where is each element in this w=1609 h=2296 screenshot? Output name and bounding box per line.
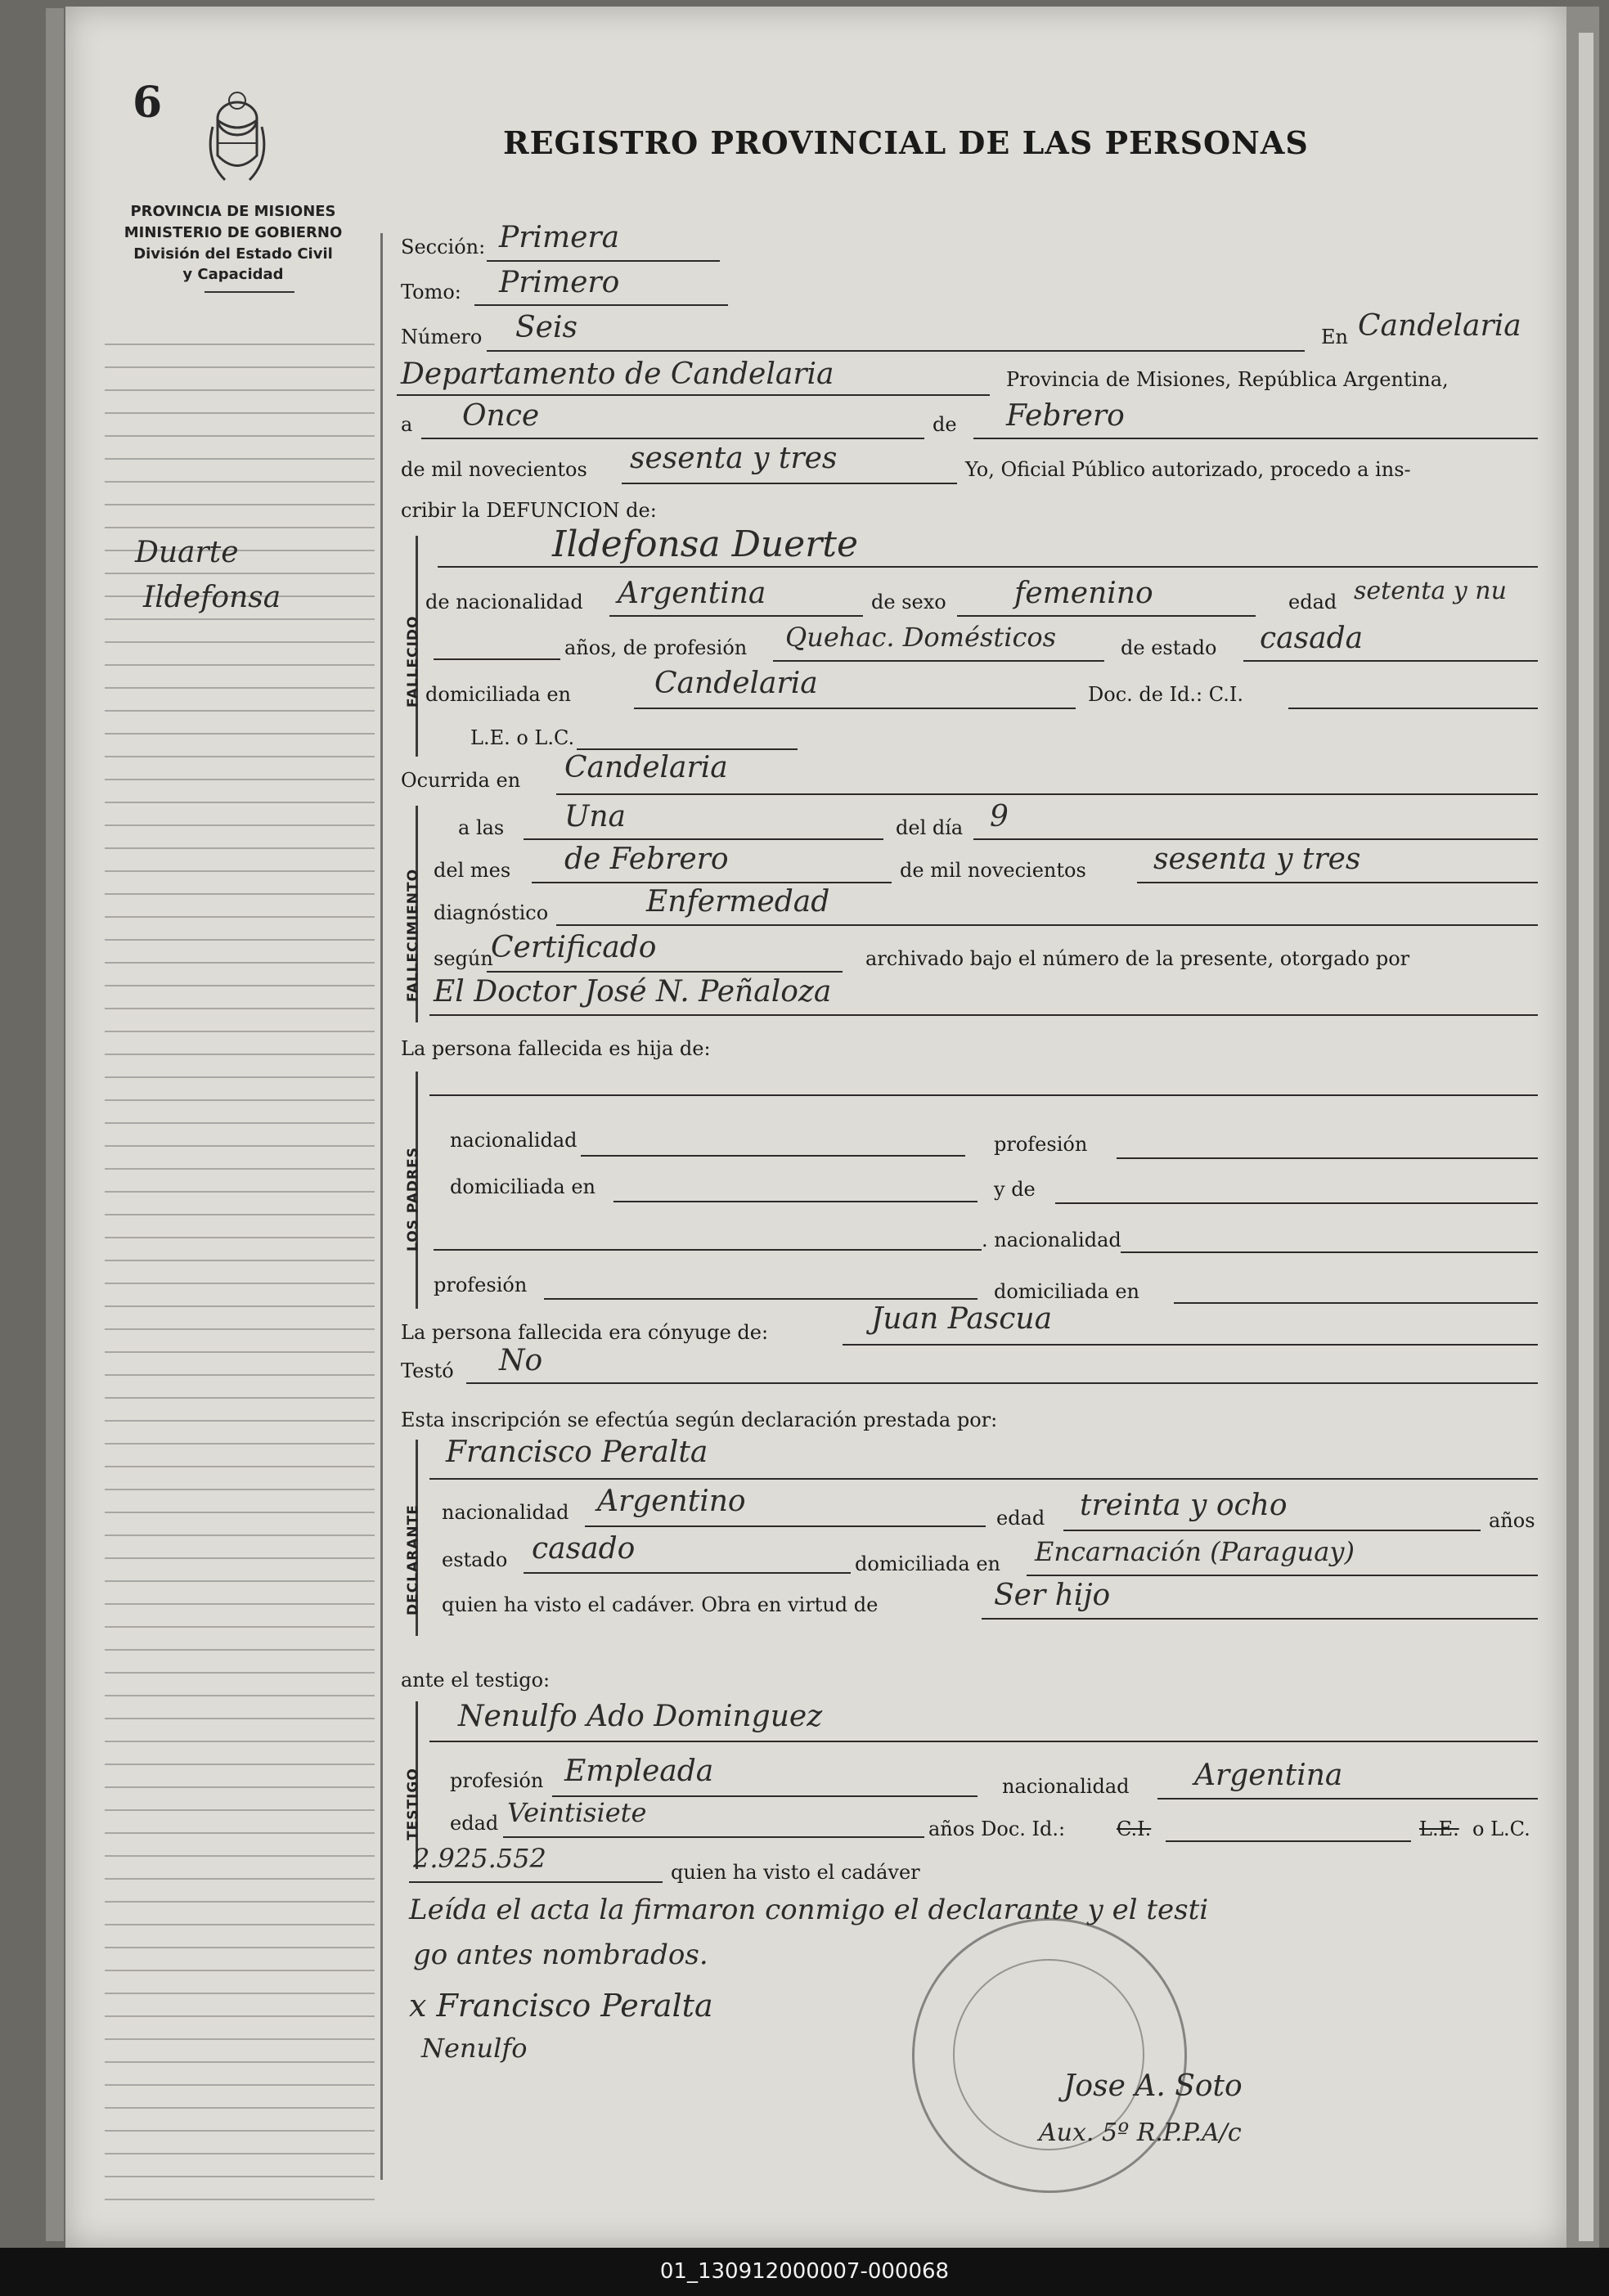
- d-nacionalidad-label: nacionalidad: [442, 1501, 569, 1524]
- margin-ruled-line: [105, 1328, 375, 1330]
- segun-value: Certificado: [491, 931, 657, 964]
- anio-fallecimiento-line: [1137, 882, 1538, 883]
- margin-ruled-line: [105, 1374, 375, 1376]
- margin-ruled-line: [105, 1809, 375, 1811]
- mil-novecientos-label: de mil novecientos: [401, 458, 587, 481]
- margin-ruled-line: [105, 824, 375, 826]
- t-edad-label: edad: [450, 1812, 499, 1835]
- declarante-value: Francisco Peralta: [446, 1436, 708, 1469]
- header-divider: [204, 291, 294, 293]
- margin-ruled-line: [105, 366, 375, 368]
- padre-nacionalidad-label: nacionalidad: [450, 1129, 578, 1152]
- margin-ruled-line: [105, 2199, 375, 2200]
- margin-ruled-line: [105, 2107, 375, 2109]
- firma-oficial: Jose A. Soto: [1063, 2069, 1243, 2103]
- seccion-line: [487, 260, 720, 262]
- margin-ruled-line: [105, 1031, 375, 1032]
- margin-ruled-line: [105, 1466, 375, 1467]
- margin-ruled-line: [105, 1008, 375, 1009]
- t-profesion-value: Empleada: [564, 1755, 714, 1788]
- margin-ruled-line: [105, 1076, 375, 1078]
- padre-profesion-label: profesión: [994, 1133, 1088, 1156]
- segun-label: según: [434, 947, 493, 970]
- ocurrida-value: Candelaria: [564, 751, 728, 784]
- t-cadaver-label: quien ha visto el cadáver: [671, 1861, 920, 1884]
- d-estado-label: estado: [442, 1548, 508, 1571]
- cierre-line1: Leída el acta la firmaron conmigo el declarante y el testi: [409, 1894, 1209, 1926]
- margin-ruled-line: [105, 1855, 375, 1857]
- mes-fallecimiento-value: de Febrero: [564, 842, 729, 876]
- margin-ruled-line: [105, 1603, 375, 1605]
- departamento-line: [397, 394, 990, 396]
- image-id-footer: 01_130912000007-000068: [0, 2248, 1609, 2296]
- testigo-value: Nenulfo Ado Dominguez: [458, 1700, 823, 1733]
- margin-ruled-line: [105, 1718, 375, 1719]
- margin-ruled-line: [105, 1305, 375, 1307]
- madre-nombre-line: [1055, 1202, 1538, 1204]
- margin-ruled-line: [105, 435, 375, 437]
- margin-ruled-line: [105, 344, 375, 345]
- padre-domiciliada-label: domiciliada en: [450, 1175, 596, 1198]
- margin-ruled-line: [105, 916, 375, 918]
- t-nacionalidad-value: Argentina: [1194, 1759, 1343, 1792]
- nacionalidad-line: [609, 615, 863, 617]
- d-virtud-value: Ser hijo: [994, 1579, 1111, 1612]
- estado-label: de estado: [1121, 636, 1217, 659]
- margin-ruled-line: [105, 1741, 375, 1742]
- d-edad-line: [1063, 1530, 1481, 1531]
- page-title: REGISTRO PROVINCIAL DE LAS PERSONAS: [503, 124, 1309, 161]
- t-doc-value-line: [409, 1881, 663, 1883]
- margin-ruled-line: [105, 1260, 375, 1261]
- t-edad-value: Veintisiete: [507, 1797, 647, 1828]
- dia-value: Once: [462, 399, 540, 433]
- padre-domiciliada-line: [613, 1201, 978, 1202]
- margin-ruled-line: [105, 1557, 375, 1559]
- profesion-value: Quehac. Domésticos: [785, 622, 1057, 653]
- margin-ruled-line: [105, 2130, 375, 2132]
- inscribir-label: cribir la DEFUNCION de:: [401, 499, 657, 522]
- margin-ruled-line: [105, 1534, 375, 1536]
- margin-ruled-line: [105, 664, 375, 666]
- inscripcion-label: Esta inscripción se efectúa según declaración prestada por:: [401, 1409, 998, 1431]
- nacionalidad-label: de nacionalidad: [425, 591, 583, 613]
- declarante-line: [429, 1478, 1538, 1480]
- hora-value: Una: [564, 800, 626, 833]
- margin-ruled-line: [105, 481, 375, 483]
- t-le-label: L.E.: [1419, 1817, 1459, 1840]
- hija-de-label: La persona fallecida es hija de:: [401, 1037, 711, 1060]
- domicilio-line: [634, 708, 1076, 709]
- margin-ruled-line: [105, 802, 375, 803]
- conyuge-value: Juan Pascua: [871, 1302, 1053, 1336]
- doc-id-line: [1288, 708, 1538, 709]
- province-name: PROVINCIA DE MISIONES: [130, 203, 336, 220]
- margin-ruled-line: [105, 641, 375, 643]
- de-label: de: [933, 413, 957, 436]
- coat-of-arms-icon: [200, 78, 274, 200]
- segun-line: [487, 971, 843, 973]
- margin-ruled-line: [105, 2015, 375, 2017]
- margin-ruled-line: [105, 1420, 375, 1422]
- firma-declarante: x Francisco Peralta: [409, 1988, 713, 2024]
- d-estado-value: casado: [532, 1532, 636, 1566]
- margin-ruled-line: [105, 458, 375, 460]
- margin-ruled-line: [105, 1695, 375, 1696]
- doc-id-label: Doc. de Id.: C.I.: [1088, 683, 1244, 706]
- t-nacionalidad-label: nacionalidad: [1002, 1775, 1130, 1798]
- margin-ruled-line: [105, 412, 375, 414]
- edad-label: edad: [1288, 591, 1337, 613]
- testo-value: No: [499, 1344, 543, 1377]
- edad-cont-line: [434, 658, 560, 660]
- d-virtud-line: [982, 1618, 1538, 1620]
- margin-ruled-line: [105, 1764, 375, 1765]
- margin-ruled-line: [105, 1351, 375, 1353]
- margin-ruled-line: [105, 1580, 375, 1582]
- margin-ruled-line: [105, 756, 375, 757]
- d-cadaver-label: quien ha visto el cadáver. Obra en virtud de: [442, 1593, 879, 1616]
- firma-testigo: Nenulfo: [421, 2033, 528, 2064]
- margin-ruled-line: [105, 2038, 375, 2040]
- d-domicilio-value: Encarnación (Paraguay): [1035, 1536, 1355, 1567]
- madre-domiciliada-line: [1174, 1302, 1538, 1304]
- margin-ruled-line: [105, 1145, 375, 1147]
- del-dia-label: del día: [896, 816, 964, 839]
- margin-ruled-line: [105, 1054, 375, 1055]
- margin-ruled-line: [105, 2176, 375, 2177]
- ante-testigo-label: ante el testigo:: [401, 1669, 551, 1692]
- margin-ruled-line: [105, 733, 375, 735]
- a-las-label: a las: [458, 816, 505, 839]
- a-label: a: [401, 413, 413, 436]
- testo-label: Testó: [401, 1359, 454, 1382]
- madre-profesion-label: profesión: [434, 1274, 528, 1296]
- numero-line: [487, 350, 1305, 352]
- margin-ruled-line: [105, 1993, 375, 1994]
- margin-ruled-line: [105, 847, 375, 849]
- padre-nacionalidad-line: [581, 1155, 965, 1157]
- division-name-line1: División del Estado Civil: [133, 245, 333, 263]
- testo-line: [466, 1382, 1538, 1384]
- d-anos-label: años: [1489, 1509, 1535, 1532]
- margin-ruled-line: [105, 1283, 375, 1284]
- estado-line: [1243, 660, 1538, 662]
- margin-given-name: Ildefonsa: [143, 581, 281, 614]
- nombre-line: [438, 566, 1538, 568]
- margin-ruled-line: [105, 504, 375, 505]
- numero-value: Seis: [515, 311, 578, 344]
- page-number: 6: [133, 78, 163, 128]
- anio-value: sesenta y tres: [630, 442, 838, 475]
- t-anos-doc-label: años Doc. Id.:: [928, 1817, 1066, 1840]
- le-lc-label: L.E. o L.C.: [470, 726, 575, 749]
- dia-fallecimiento-line: [973, 838, 1538, 840]
- padre-profesion-line: [1117, 1157, 1538, 1159]
- seccion-label: Sección:: [401, 236, 486, 258]
- anio-line: [622, 483, 957, 484]
- y-de-label: y de: [994, 1178, 1036, 1201]
- estado-value: casada: [1260, 622, 1364, 655]
- cierre-line2: go antes nombrados.: [413, 1939, 708, 1971]
- margin-ruled-line: [105, 1168, 375, 1170]
- margin-ruled-line: [105, 1970, 375, 1971]
- fallecimiento-section-label: FALLECIMIENTO: [405, 868, 421, 1002]
- declarante-section-label: DECLARANTE: [405, 1504, 421, 1615]
- en-value: Candelaria: [1358, 309, 1521, 343]
- sexo-line: [957, 615, 1256, 617]
- domiciliada-label: domiciliada en: [425, 683, 571, 706]
- margin-ruled-line: [105, 1512, 375, 1513]
- margin-ruled-line: [105, 1489, 375, 1490]
- ocurrida-line: [556, 793, 1538, 795]
- t-ci-label: C.I.: [1117, 1817, 1152, 1840]
- conyuge-line: [843, 1344, 1538, 1346]
- tomo-value: Primero: [499, 266, 620, 299]
- margin-surname: Duarte: [135, 536, 239, 569]
- margin-ruled-line: [105, 2084, 375, 2086]
- margin-ruled-line: [105, 962, 375, 964]
- margin-ruled-line: [105, 1214, 375, 1215]
- d-nacionalidad-line: [585, 1525, 986, 1527]
- margin-ruled-line: [105, 389, 375, 391]
- sexo-label: de sexo: [871, 591, 946, 613]
- otorgado-por-line: [429, 1014, 1538, 1016]
- margin-ruled-line: [105, 1924, 375, 1925]
- diagnostico-value: Enfermedad: [646, 885, 830, 919]
- tomo-line: [474, 304, 728, 306]
- numero-label: Número: [401, 326, 483, 348]
- yo-oficial-label: Yo, Oficial Público autorizado, procedo a ins-: [965, 458, 1411, 481]
- margin-ruled-line: [105, 1397, 375, 1399]
- en-label: En: [1321, 326, 1348, 348]
- firma-oficial-cargo: Aux. 5º R.P.P.A/c: [1039, 2119, 1242, 2147]
- margin-ruled-line: [105, 2153, 375, 2154]
- d-edad-label: edad: [996, 1507, 1045, 1530]
- d-domicilio-line: [1027, 1575, 1538, 1576]
- nacionalidad-value: Argentina: [618, 577, 766, 610]
- margin-ruled-line: [105, 573, 375, 574]
- mes-line: [973, 438, 1538, 439]
- margin-ruled-line: [105, 1878, 375, 1880]
- margin-ruled-line: [105, 1947, 375, 1948]
- margin-ruled-line: [105, 1832, 375, 1834]
- margin-ruled-line: [105, 527, 375, 528]
- margin-ruled-line: [105, 779, 375, 780]
- fallecido-section-label: FALLECIDO: [405, 615, 421, 708]
- margin-divider: [380, 233, 383, 2180]
- margin-ruled-line: [105, 1099, 375, 1101]
- dia-fallecimiento-value: 9: [990, 800, 1009, 833]
- t-edad-line: [503, 1836, 924, 1838]
- t-lc-label: o L.C.: [1472, 1817, 1530, 1840]
- nombre-value: Ildefonsa Duerte: [552, 523, 858, 565]
- d-nacionalidad-value: Argentino: [597, 1485, 746, 1518]
- padre-nombre-line: [429, 1094, 1538, 1096]
- margin-ruled-line: [105, 893, 375, 895]
- departamento-value: Departamento de Candelaria: [401, 357, 834, 391]
- t-nacionalidad-line: [1157, 1798, 1538, 1800]
- margin-ruled-line: [105, 2061, 375, 2063]
- margin-ruled-line: [105, 1122, 375, 1124]
- t-doc-line: [1166, 1840, 1411, 1842]
- madre-domiciliada-label: domiciliada en: [994, 1280, 1139, 1303]
- conyuge-label: La persona fallecida era cónyuge de:: [401, 1321, 769, 1344]
- margin-ruled-line: [105, 1443, 375, 1445]
- binding-stitch: [46, 8, 64, 2241]
- margin-ruled-line: [105, 687, 375, 689]
- padres-section-label: LOS PADRES: [405, 1147, 421, 1251]
- otorgado-por-value: El Doctor José N. Peñaloza: [434, 975, 832, 1009]
- mes-fallecimiento-line: [532, 882, 892, 883]
- profesion-line: [773, 660, 1104, 662]
- madre-nacionalidad-label: . nacionalidad: [982, 1229, 1121, 1251]
- mes-value: Febrero: [1006, 399, 1125, 433]
- margin-ruled-line: [105, 985, 375, 986]
- division-name-line2: y Capacidad: [182, 266, 284, 283]
- book-page-edge: [1579, 33, 1593, 2241]
- madre-nacionalidad-line: [1121, 1251, 1538, 1253]
- edad-value: setenta y nu: [1354, 577, 1507, 605]
- t-doc-value: 2.925.552: [413, 1843, 546, 1874]
- margin-ruled-line: [105, 1672, 375, 1674]
- margin-ruled-line: [105, 710, 375, 712]
- mil-novecientos2-label: de mil novecientos: [900, 859, 1086, 882]
- testigo-line: [429, 1741, 1538, 1742]
- le-lc-line: [577, 748, 798, 750]
- domicilio-value: Candelaria: [654, 667, 818, 700]
- ministry-name: MINISTERIO DE GOBIERNO: [124, 224, 343, 241]
- del-mes-label: del mes: [434, 859, 511, 882]
- madre-profesion-line: [544, 1298, 978, 1300]
- testigo-section-label: TESTIGO: [405, 1768, 421, 1840]
- tomo-label: Tomo:: [401, 281, 461, 303]
- hora-line: [524, 838, 883, 840]
- margin-ruled-line: [105, 1626, 375, 1628]
- margin-ruled-line: [105, 1901, 375, 1903]
- archivado-label: archivado bajo el número de la presente, otorgado por: [865, 947, 1410, 970]
- margin-ruled-line: [105, 1237, 375, 1238]
- margin-ruled-line: [105, 1191, 375, 1193]
- seccion-value: Primera: [499, 221, 620, 254]
- diagnostico-label: diagnóstico: [434, 901, 549, 924]
- sexo-value: femenino: [1014, 577, 1153, 610]
- margin-ruled-line: [105, 1649, 375, 1651]
- ocurrida-label: Ocurrida en: [401, 769, 521, 792]
- d-edad-value: treinta y ocho: [1080, 1489, 1288, 1522]
- margin-ruled-line: [105, 618, 375, 620]
- diagnostico-line: [556, 924, 1538, 926]
- anio-fallecimiento-value: sesenta y tres: [1153, 842, 1361, 876]
- anos-profesion-label: años, de profesión: [564, 636, 748, 659]
- margin-ruled-line: [105, 870, 375, 872]
- d-domiciliada-label: domiciliada en: [855, 1552, 1000, 1575]
- d-estado-line: [524, 1572, 851, 1574]
- margin-ruled-line: [105, 939, 375, 941]
- dia-line: [421, 438, 924, 439]
- madre-nombre2-line: [434, 1249, 982, 1251]
- provincia-label: Provincia de Misiones, República Argentina,: [1006, 368, 1449, 391]
- t-profesion-label: profesión: [450, 1769, 544, 1792]
- margin-ruled-line: [105, 1786, 375, 1788]
